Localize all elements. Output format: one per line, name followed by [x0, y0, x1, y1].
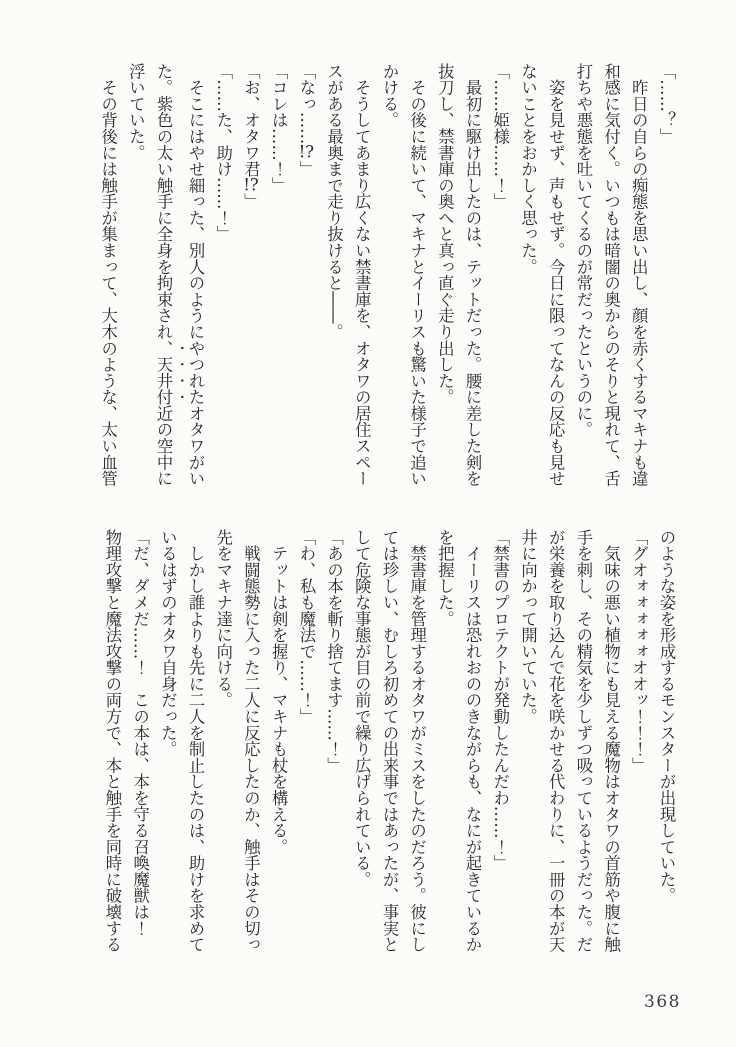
- page-number: 368: [644, 992, 681, 1012]
- text-line: いるはずのオタワ自身だった。: [158, 529, 178, 758]
- text-line: [292, 63, 320, 493]
- text-line: 「グオォォォォォオオッ！！！」: [629, 529, 649, 774]
- text-line: そうしてあまり広くない禁書庫を、オタワの居住スペー: [352, 63, 372, 487]
- text-line: 手を刺し、その精気を少しずつ吸っているようだった。だ: [573, 529, 593, 953]
- dialogue-text: 」: [296, 160, 316, 178]
- text-line: のような姿を形成するモンスターが出現していた。: [657, 529, 676, 904]
- text-line: テットは剣を握り、マキナも杖を構える。: [269, 529, 289, 855]
- text-line: イーリスは恐れおののきながらも、なにが起きているか: [463, 529, 483, 953]
- dialogue-text: 「なっ……: [296, 63, 316, 145]
- text-line: 「あの本を斬り捨てます……！」: [324, 529, 344, 774]
- text-line: その背後には触手が集まって、大木のような、太い血管: [98, 63, 118, 487]
- body-text: オタワがい: [186, 405, 206, 487]
- text-line: しかし誰よりも先に二人を制止したのは、助けを求めて: [186, 529, 206, 953]
- text-line: 「コレは……！」: [269, 63, 289, 194]
- text-line: 姿を見せず、声もせず。今日に限ってなんの反応も見せ: [546, 63, 566, 487]
- top-text-block: [94, 63, 680, 493]
- body-text: そこにはやせ細った、別人のように: [186, 63, 206, 340]
- text-line: して危険な事態が目の前で繰り広げられている。: [352, 529, 372, 888]
- text-line: スがある最奥まで走り抜けると――。: [324, 63, 344, 340]
- text-line: 和感に気付く。いつもは暗闇の奥からのそりと現れて、舌: [601, 63, 621, 487]
- tatechuyoko-text: !?: [243, 177, 259, 194]
- text-line: が栄養を取り込んで花を咲かせる代わりに、一冊の本が天: [546, 529, 566, 953]
- text-line: その後に続いて、マキナとイーリスも驚いた様子で追い: [407, 63, 427, 487]
- text-line: [237, 63, 265, 493]
- dialogue-text: 「お、オタワ君: [241, 63, 261, 178]
- text-line: 「禁書のプロテクトが発動したんだわ……！」: [490, 529, 510, 872]
- text-line: 物理攻撃と魔法攻撃の両方で、本と触手を同時に破壊する: [102, 529, 122, 953]
- text-line: ないことをおかしく思った。: [518, 63, 538, 275]
- text-line: 「だ、ダメだ……！ この本は、本を守る召喚魔獣は！: [130, 529, 150, 937]
- text-line: [177, 63, 209, 493]
- dialogue-text: 」: [241, 193, 261, 210]
- emphasized-text: やつれた: [186, 339, 206, 406]
- text-line: 昨日の自らの痴態を思い出し、顔を赤くするマキナも違: [629, 63, 649, 487]
- text-line: 先をマキナ達に向ける。: [213, 529, 233, 709]
- text-line: た。紫色の太い触手に全身を拘束され、天井付近の空中に: [154, 63, 174, 487]
- text-line: ては珍しい、むしろ初めての出来事ではあったが、事実と: [379, 529, 399, 953]
- text-line: 抜刀し、禁書庫の奥へと真っ直ぐ走り出した。: [435, 63, 455, 406]
- text-line: を把握した。: [435, 529, 455, 627]
- text-line: 最初に駆け出したのは、テットだった。腰に差した剣を: [463, 63, 483, 487]
- text-line: 「……？」: [657, 63, 676, 145]
- tatechuyoko-text: !?: [298, 144, 314, 161]
- bottom-text-block: [98, 529, 680, 959]
- text-line: 「わ、私も魔法で……！」: [296, 529, 316, 725]
- text-line: 「……た、助け……！」: [213, 63, 233, 243]
- text-line: 「……姫様……！」: [490, 63, 510, 210]
- text-line: 禁書庫を管理するオタワがミスをしたのだろう。彼にし: [407, 529, 427, 953]
- text-line: かける。: [379, 63, 399, 129]
- text-line: 気味の悪い植物にも見える魔物はオタワの首筋や腹に触: [601, 529, 621, 953]
- text-line: 井に向かって開いていた。: [518, 529, 538, 725]
- text-line: 戦闘態勢に入った二人に反応したのか、触手はその切っ: [241, 529, 261, 953]
- text-line: 浮いていた。: [126, 63, 146, 161]
- text-line: 打ちや悪態を吐いてくるのが常だったというのに。: [573, 63, 593, 438]
